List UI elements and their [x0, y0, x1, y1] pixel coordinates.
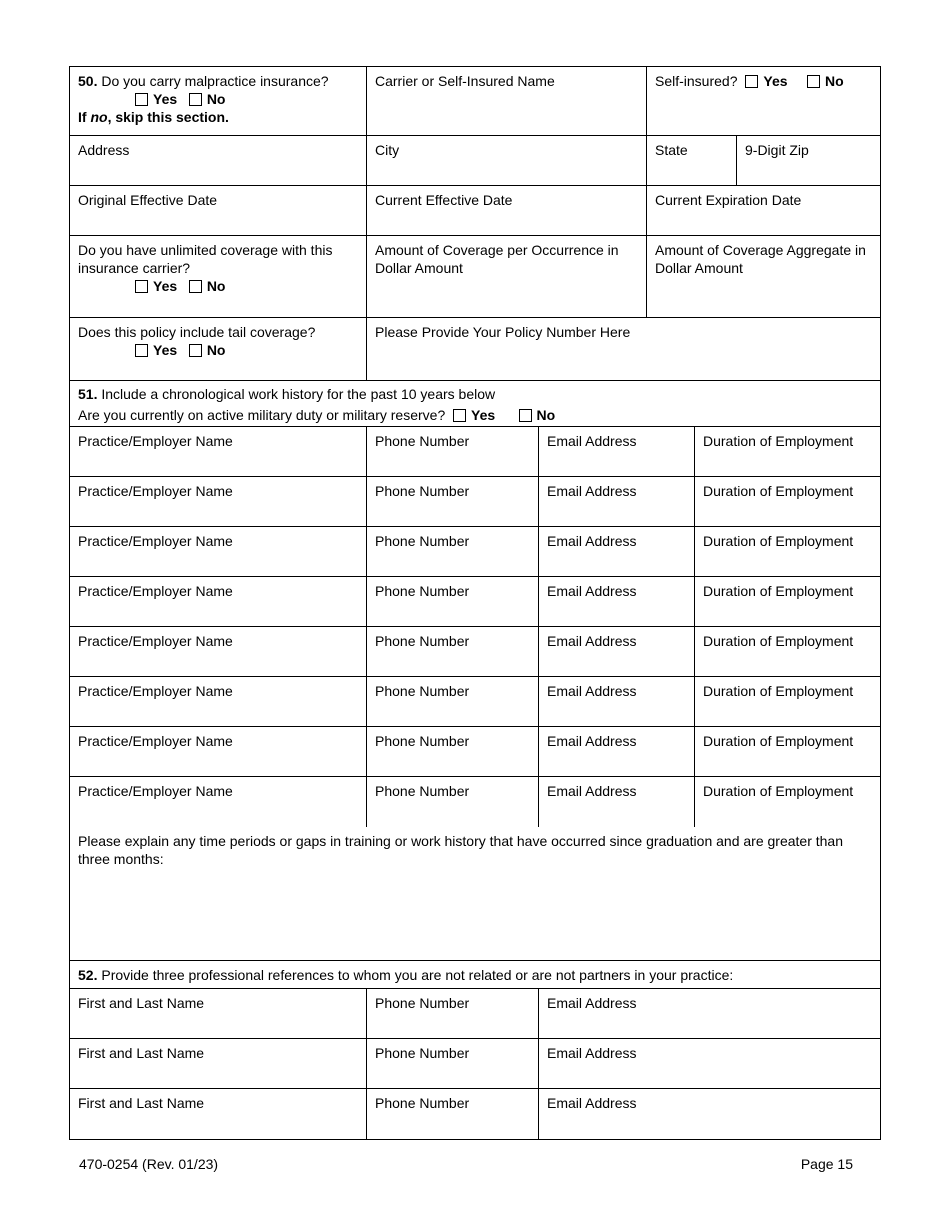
employer-name-field[interactable] [70, 477, 366, 526]
reference-phone-label: Phone Number [375, 1045, 470, 1061]
reference-name-field[interactable] [70, 989, 366, 1038]
employer-name-field[interactable] [70, 727, 366, 776]
military-yes-checkbox[interactable] [453, 409, 466, 422]
unlimited-no-checkbox[interactable] [189, 280, 202, 293]
reference-email-field[interactable] [538, 1089, 882, 1139]
employer-phone-label: Phone Number [375, 483, 470, 499]
employer-name-field[interactable] [70, 577, 366, 626]
employer-phone-field[interactable] [366, 577, 538, 626]
q52-cell [70, 961, 882, 988]
coverage-row [70, 236, 880, 318]
employment-duration-field[interactable] [694, 577, 882, 626]
reference-name-label: First and Last Name [78, 1095, 205, 1111]
military-yes-label: Yes [471, 407, 496, 423]
employer-phone-field[interactable] [366, 777, 538, 827]
employer-name-label: Practice/Employer Name [78, 733, 233, 749]
q50-cell [70, 67, 366, 135]
employer-email-label: Email Address [547, 733, 637, 749]
employment-duration-field[interactable] [694, 427, 882, 476]
per-occurrence-label: Amount of Coverage per Occurrence in Dollar Amount [375, 242, 619, 276]
expiration-date-label: Current Expiration Date [655, 192, 802, 208]
employer-name-label: Practice/Employer Name [78, 433, 233, 449]
employer-name-label: Practice/Employer Name [78, 683, 233, 699]
expiration-date-field[interactable] [646, 186, 882, 235]
per-occurrence-field[interactable] [366, 236, 646, 317]
employment-duration-field[interactable] [694, 777, 882, 827]
carrier-name-label: Carrier or Self-Insured Name [375, 73, 555, 89]
page-number: Page 15 [800, 1156, 853, 1172]
zip-label: 9-Digit Zip [745, 142, 809, 158]
work-history-row [70, 527, 880, 577]
reference-phone-field[interactable] [366, 1089, 538, 1139]
reference-row [70, 1039, 880, 1089]
tail-coverage-label: Does this policy include tail coverage? [78, 324, 316, 340]
military-no-checkbox[interactable] [519, 409, 532, 422]
tail-yes-checkbox[interactable] [135, 344, 148, 357]
employer-name-label: Practice/Employer Name [78, 783, 233, 799]
employer-email-label: Email Address [547, 633, 637, 649]
self-insured-no-checkbox[interactable] [807, 75, 820, 88]
q52-number: 52. [78, 967, 98, 983]
q50-row [70, 67, 880, 136]
employer-phone-label: Phone Number [375, 433, 470, 449]
employer-email-field[interactable] [538, 677, 694, 726]
employment-duration-field[interactable] [694, 627, 882, 676]
tail-coverage-cell [70, 318, 366, 380]
employer-email-label: Email Address [547, 783, 637, 799]
employer-name-field[interactable] [70, 677, 366, 726]
employer-email-field[interactable] [538, 727, 694, 776]
reference-phone-label: Phone Number [375, 1095, 470, 1111]
employment-duration-label: Duration of Employment [703, 583, 854, 599]
employer-email-label: Email Address [547, 533, 637, 549]
reference-name-field[interactable] [70, 1089, 366, 1139]
address-row [70, 136, 880, 186]
q52-intro: Provide three professional references to whom you are not related or are not partners in your practice: [101, 967, 734, 983]
employment-duration-label: Duration of Employment [703, 683, 854, 699]
employment-duration-label: Duration of Employment [703, 483, 854, 499]
address-label: Address [78, 142, 130, 158]
q52-header-row [70, 961, 880, 989]
employment-duration-label: Duration of Employment [703, 733, 854, 749]
employer-phone-label: Phone Number [375, 533, 470, 549]
q50-number: 50. [78, 73, 98, 89]
self-insured-no-label: No [824, 73, 844, 89]
unlimited-coverage-label: Do you have unlimited coverage with this insurance carrier? [78, 242, 333, 276]
form-table [69, 66, 881, 1140]
tail-no-label: No [206, 342, 226, 358]
q50-yes-label: Yes [153, 91, 178, 107]
employer-name-label: Practice/Employer Name [78, 583, 233, 599]
work-history-row [70, 727, 880, 777]
q51-number: 51. [78, 386, 98, 402]
unlimited-yes-checkbox[interactable] [135, 280, 148, 293]
q50-skip-note: If no, skip this section. [78, 109, 229, 125]
city-field[interactable] [366, 136, 646, 185]
gaps-label: Please explain any time periods or gaps in training or work history that have occurred since graduation and are greater than three months: [78, 833, 843, 867]
current-date-label: Current Effective Date [375, 192, 513, 208]
gaps-row [70, 827, 880, 961]
employer-email-field[interactable] [538, 777, 694, 827]
zip-field[interactable] [736, 136, 882, 185]
employer-phone-label: Phone Number [375, 783, 470, 799]
employer-phone-field[interactable] [366, 627, 538, 676]
original-date-label: Original Effective Date [78, 192, 218, 208]
employer-email-field[interactable] [538, 627, 694, 676]
work-history-row [70, 577, 880, 627]
reference-email-label: Email Address [547, 995, 637, 1011]
work-history-row [70, 677, 880, 727]
employer-email-field[interactable] [538, 527, 694, 576]
state-field[interactable] [646, 136, 736, 185]
employer-email-label: Email Address [547, 433, 637, 449]
employer-name-field[interactable] [70, 527, 366, 576]
employer-name-label: Practice/Employer Name [78, 633, 233, 649]
employment-duration-field[interactable] [694, 477, 882, 526]
tail-yes-label: Yes [153, 342, 178, 358]
reference-row [70, 1089, 880, 1139]
tail-no-checkbox[interactable] [189, 344, 202, 357]
employment-duration-label: Duration of Employment [703, 533, 854, 549]
employer-phone-field[interactable] [366, 677, 538, 726]
reference-email-label: Email Address [547, 1095, 637, 1111]
reference-name-field[interactable] [70, 1039, 366, 1088]
policy-number-label: Please Provide Your Policy Number Here [375, 324, 631, 340]
work-history-row [70, 777, 880, 827]
reference-email-field[interactable] [538, 1039, 882, 1088]
employer-phone-label: Phone Number [375, 583, 470, 599]
unlimited-coverage-cell [70, 236, 366, 317]
reference-phone-field[interactable] [366, 1039, 538, 1088]
military-question: Are you currently on active military duty or military reserve? [78, 407, 446, 423]
reference-phone-field[interactable] [366, 989, 538, 1038]
aggregate-label: Amount of Coverage Aggregate in Dollar Amount [655, 242, 866, 276]
work-history-rows [70, 427, 880, 827]
reference-name-label: First and Last Name [78, 995, 205, 1011]
employer-email-field[interactable] [538, 477, 694, 526]
self-insured-label: Self-insured? [655, 73, 738, 89]
reference-email-label: Email Address [547, 1045, 637, 1061]
reference-phone-label: Phone Number [375, 995, 470, 1011]
employment-duration-label: Duration of Employment [703, 433, 854, 449]
employer-email-label: Email Address [547, 683, 637, 699]
reference-name-label: First and Last Name [78, 1045, 205, 1061]
aggregate-field[interactable] [646, 236, 882, 317]
employer-phone-field[interactable] [366, 477, 538, 526]
work-history-row [70, 427, 880, 477]
reference-row [70, 989, 880, 1039]
reference-rows [70, 989, 880, 1139]
employer-phone-label: Phone Number [375, 733, 470, 749]
employment-duration-field[interactable] [694, 677, 882, 726]
employment-duration-label: Duration of Employment [703, 633, 854, 649]
form-number: 470-0254 (Rev. 01/23) [79, 1156, 219, 1172]
employer-name-label: Practice/Employer Name [78, 483, 233, 499]
employer-phone-field[interactable] [366, 527, 538, 576]
q50-question: Do you carry malpractice insurance? [101, 73, 329, 89]
self-insured-cell [646, 67, 882, 135]
employer-email-label: Email Address [547, 483, 637, 499]
tail-row [70, 318, 880, 381]
self-insured-yes-label: Yes [763, 73, 788, 89]
policy-number-field[interactable] [366, 318, 882, 380]
unlimited-yes-label: Yes [153, 278, 178, 294]
reference-email-field[interactable] [538, 989, 882, 1038]
gaps-field[interactable] [70, 827, 882, 960]
city-label: City [375, 142, 400, 158]
q51-header-row [70, 381, 880, 427]
q50-no-label: No [206, 91, 226, 107]
work-history-row [70, 627, 880, 677]
state-label: State [655, 142, 688, 158]
current-date-field[interactable] [366, 186, 646, 235]
address-field[interactable] [70, 136, 366, 185]
q51-intro: Include a chronological work history for the past 10 years below [101, 386, 496, 402]
employer-email-field[interactable] [538, 427, 694, 476]
q50-no-checkbox[interactable] [189, 93, 202, 106]
q50-yes-checkbox[interactable] [135, 93, 148, 106]
unlimited-no-label: No [206, 278, 226, 294]
employment-duration-label: Duration of Employment [703, 783, 854, 799]
employment-duration-field[interactable] [694, 527, 882, 576]
employment-duration-field[interactable] [694, 727, 882, 776]
employer-name-field[interactable] [70, 627, 366, 676]
original-date-field[interactable] [70, 186, 366, 235]
employer-phone-label: Phone Number [375, 633, 470, 649]
employer-name-label: Practice/Employer Name [78, 533, 233, 549]
work-history-row [70, 477, 880, 527]
employer-phone-field[interactable] [366, 727, 538, 776]
employer-phone-label: Phone Number [375, 683, 470, 699]
military-no-label: No [536, 407, 556, 423]
dates-row [70, 186, 880, 236]
employer-email-label: Email Address [547, 583, 637, 599]
employer-email-field[interactable] [538, 577, 694, 626]
employer-phone-field[interactable] [366, 427, 538, 476]
q51-cell [70, 381, 882, 426]
self-insured-yes-checkbox[interactable] [745, 75, 758, 88]
carrier-name-field[interactable] [366, 67, 646, 135]
employer-name-field[interactable] [70, 777, 366, 827]
employer-name-field[interactable] [70, 427, 366, 476]
